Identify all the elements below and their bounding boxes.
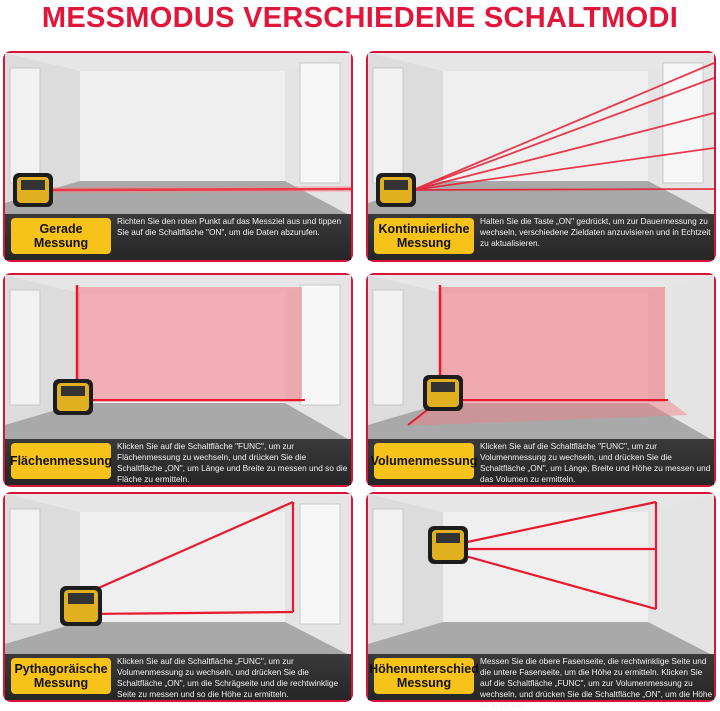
- room-scene: [368, 275, 714, 441]
- mode-description: Messen Sie die obere Fasenseite, die rechtwinklige Seite und die untere Fasenseite, um die Höhe zu ermitteln. Klicken Sie auf die Schaltfläche „FUNC", um zur Volumenmessung zu wechseln, und drücken Sie die Schaltfläche „ON", um die Höhe zu ermitteln.: [480, 656, 713, 710]
- mode-panel-straight: [3, 51, 353, 262]
- caption-bar: [5, 654, 351, 700]
- laser-tape-measure-icon: [53, 379, 93, 415]
- laser-tape-measure-icon: [428, 526, 468, 564]
- caption-bar: [368, 214, 714, 260]
- laser-tape-measure-icon: [423, 375, 463, 411]
- caption-bar: [368, 654, 714, 710]
- caption-bar: [368, 439, 714, 485]
- mode-label: Flächenmessung: [11, 443, 111, 479]
- laser-tape-measure-icon: [376, 173, 416, 207]
- room-scene: [5, 275, 351, 441]
- room-scene: [368, 53, 714, 216]
- mode-panel-pythagoras: [3, 492, 353, 702]
- mode-panel-continuous: [366, 51, 716, 262]
- page-title: MESSMODUS VERSCHIEDENE SCHALTMODI: [41, 2, 679, 34]
- caption-bar: [5, 439, 351, 485]
- caption-bar: [5, 214, 351, 260]
- mode-label: Pythagoräische Messung: [11, 658, 111, 694]
- mode-panel-volume: [366, 273, 716, 487]
- mode-description: Klicken Sie auf die Schaltfläche "FUNC", um zur Flächenmessung zu wechseln, und drücken Sie die Schaltfläche „ON", um Länge und Breite zu messen und so die Fläche zu ermitteln.: [117, 441, 348, 484]
- mode-description: Klicken Sie auf die Schaltfläche „FUNC", um zur Volumenmessung zu wechseln, und drücken Sie die Schaltfläche „ON", um die Schrägseite und die rechtwinklige Seite zu messen und so die Höhe zu ermitteln.: [117, 656, 339, 699]
- room-scene: [368, 494, 714, 656]
- laser-tape-measure-icon: [13, 173, 53, 207]
- room-scene: [5, 494, 351, 656]
- mode-description: Klicken Sie auf die Schaltfläche "FUNC", um zur Volumenmessung zu wechseln, und drücken Sie die Schaltfläche „ON", um Länge, Breite und Höhe zu messen und das Volumen zu ermitteln.: [480, 441, 711, 484]
- mode-description: Halten Sie die Taste „ON" gedrückt, um zur Dauermessung zu wechseln, verschiedene Zieldaten anzuvisieren und in Echtzeit zu aktualisieren.: [480, 216, 711, 248]
- mode-panel-height-difference: [366, 492, 716, 710]
- laser-tape-measure-icon: [60, 586, 102, 626]
- mode-panel-area: [3, 273, 353, 487]
- mode-label: Gerade Messung: [11, 218, 111, 254]
- mode-label: Kontinuierliche Messung: [374, 218, 474, 254]
- mode-label: Volumenmessung: [374, 443, 474, 479]
- mode-label: Höhenunterschied Messung: [374, 658, 474, 694]
- room-scene: [5, 53, 351, 216]
- mode-description: Richten Sie den roten Punkt auf das Messziel aus und tippen Sie auf die Schaltfläche "ON", um die Daten abzurufen.: [117, 216, 342, 237]
